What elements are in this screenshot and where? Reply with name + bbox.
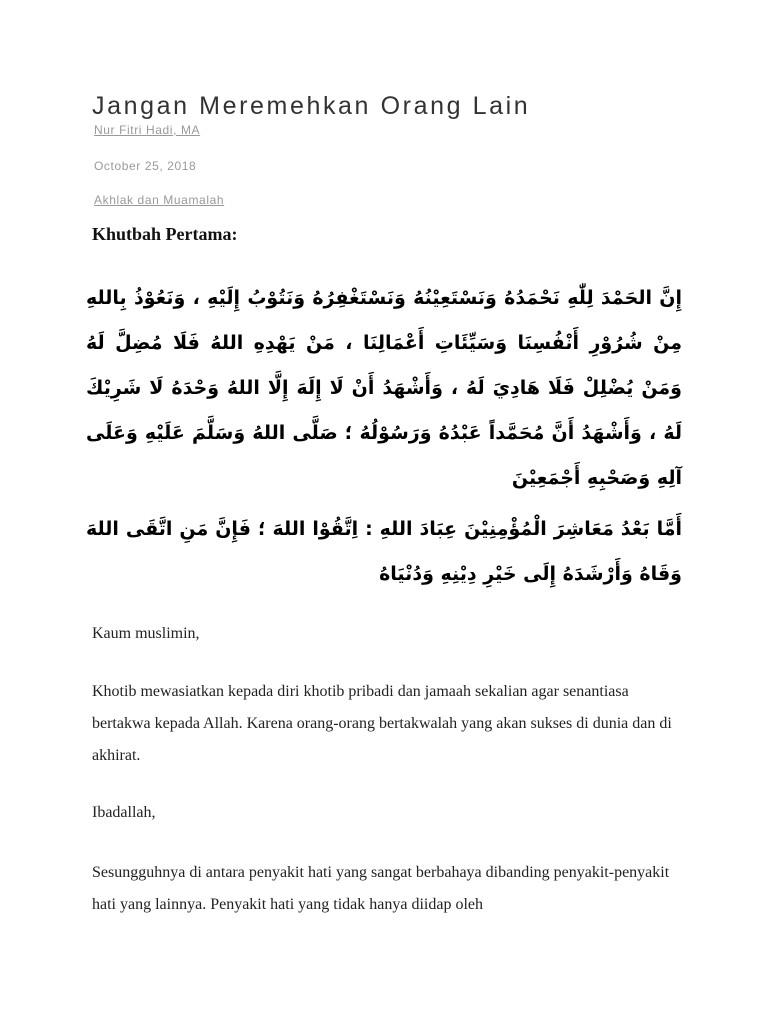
section-heading: Khutbah Pertama: [92,224,238,244]
post-date: October 25, 2018 [94,159,197,173]
category-link[interactable]: Akhlak dan Muamalah [94,193,225,207]
author-link[interactable]: Nur Fitri Hadi, MA [94,123,201,137]
paragraph: Khotib mewasiatkan kepada diri khotib pribadi dan jamaah sekalian agar senantiasa bertakwa kepada Allah. Karena orang-orang bertakwalah yang akan sukses di dunia dan di akhirat. [92,683,672,764]
arabic-opening-text: إِنَّ الحَمْدَ لِلّٰهِ نَحْمَدُهُ وَنَسْتَعِيْنُهُ وَنَسْتَغْفِرُهُ وَنَتُوْبُ إِلَيْهِ ، وَنَعُوْذُ بِاللهِ مِنْ شُرُوْرِ أَنْفُسِنَا وَسَيِّئَاتِ أَعْمَالِنَا ، مَنْ يَهْدِهِ اللهُ فَلَا مُضِلَّ لَهُ وَمَنْ يُضْلِلْ فَلَا هَادِيَ لَهُ ، وَأَشْهَدُ أَنْ لَا إِلَهَ إِلَّا اللهُ وَحْدَهُ لَا شَرِيْكَ لَهُ ، وَأَشْهَدُ أَنَّ مُحَمَّداً عَبْدُهُ وَرَسُوْلُهُ ؛ صَلَّى اللهُ وَسَلَّمَ عَلَيْهِ وَعَلَى آلِهِ وَصَحْبِهِ أَجْمَعِيْنَ [86,287,682,489]
author-meta [94,123,200,137]
paragraph: Ibadallah, [92,804,156,821]
category-meta [94,193,224,207]
article-title: Jangan Meremehkan Orang Lain [92,92,531,120]
arabic-amma-badu-text: أَمَّا بَعْدُ مَعَاشِرَ الْمُؤْمِنِيْنَ عِبَادَ اللهِ : اِتَّقُوْا اللهَ ؛ فَإِنَّ مَنِ اتَّقَى اللهَ وَقَاهُ وَأَرْشَدَهُ إِلَى خَيْرِ دِيْنِهِ وَدُنْيَاهُ [86,518,682,585]
paragraph: Kaum muslimin, [92,625,200,642]
paragraph: Sesungguhnya di antara penyakit hati yang sangat berbahaya dibanding penyakit-penyakit hati yang lainnya. Penyakit hati yang tidak hanya diidap oleh [92,864,670,913]
